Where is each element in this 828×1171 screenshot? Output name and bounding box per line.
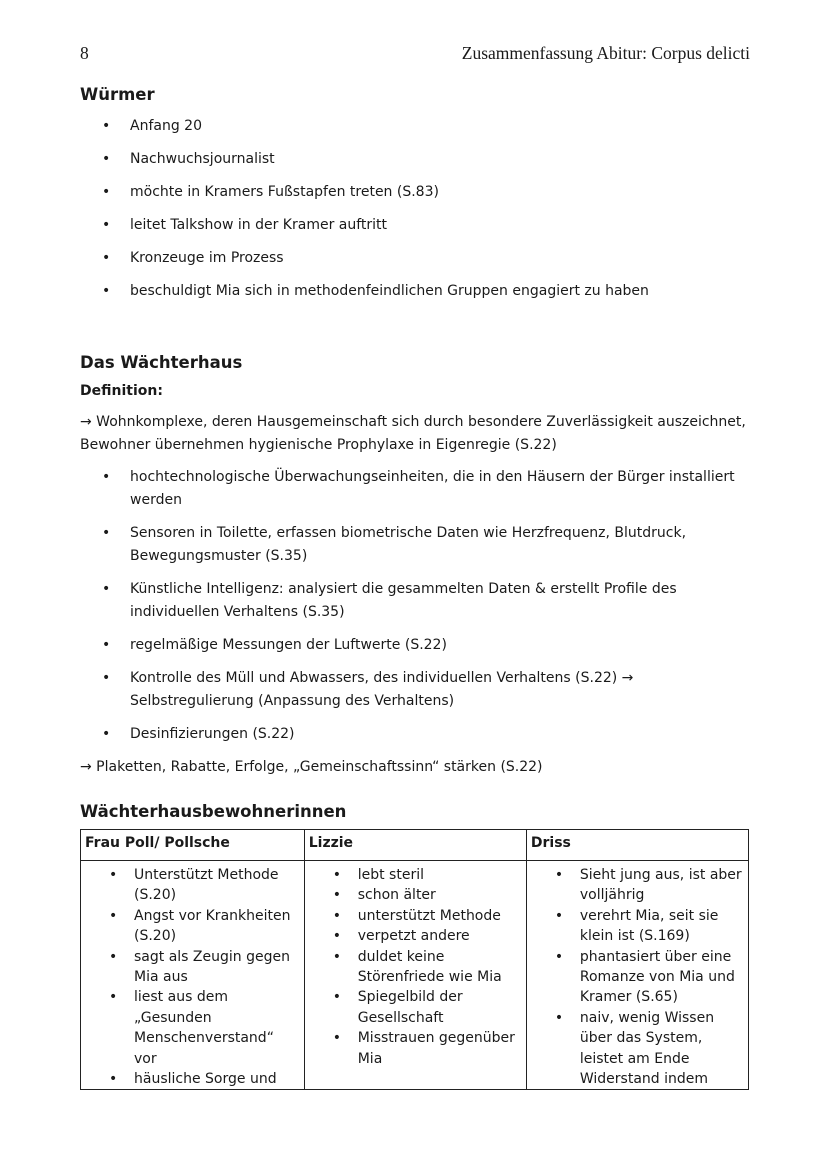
section-heading-waechterhaus: Das Wächterhaus <box>80 353 243 372</box>
section-heading-bewohner: Wächterhausbewohnerinnen <box>80 802 347 821</box>
table-cell <box>81 861 305 1090</box>
waechterhaus-list <box>80 466 750 746</box>
column-header: Lizzie <box>304 830 526 861</box>
cell-list <box>533 865 744 1089</box>
table-cell <box>304 861 526 1090</box>
bewohner-table <box>80 829 749 1090</box>
list-item: • Misstrauen gegenüber Mia <box>311 1028 522 1069</box>
list-item: • verehrt Mia, seit sie klein ist (S.169) <box>533 906 744 947</box>
list-item: • verpetzt andere <box>311 926 522 946</box>
list-item: • Künstliche Intelligenz: analysiert die gesammelten Daten & erstellt Profile des individuellen Verhaltens (S.35) <box>80 578 750 624</box>
list-item: • naiv, wenig Wissen über das System, leistet am Ende Widerstand indem <box>533 1008 744 1090</box>
list-item: • regelmäßige Messungen der Luftwerte (S.22) <box>80 634 750 657</box>
cell-list <box>311 865 522 1069</box>
list-item: • beschuldigt Mia sich in methodenfeindlichen Gruppen engagiert zu haben <box>80 280 750 303</box>
list-item: • leitet Talkshow in der Kramer auftritt <box>80 214 750 237</box>
list-item: • duldet keine Störenfriede wie Mia <box>311 947 522 988</box>
list-item: • Kronzeuge im Prozess <box>80 247 750 270</box>
list-item: • sagt als Zeugin gegen Mia aus <box>87 947 300 988</box>
list-item: • Sieht jung aus, ist aber volljährig <box>533 865 744 906</box>
list-item: • Sensoren in Toilette, erfassen biometrische Daten wie Herzfrequenz, Blutdruck, Bewegungsmuster (S.35) <box>80 522 750 568</box>
list-item: • Desinfizierungen (S.22) <box>80 723 750 746</box>
definition-text: → Wohnkomplexe, deren Hausgemeinschaft sich durch besondere Zuverlässigkeit auszeichnet, Bewohner übernehmen hygienische Prophylaxe in Eigenregie (S.22) <box>80 414 746 453</box>
list-item: • schon älter <box>311 885 522 905</box>
cell-list <box>87 865 300 1089</box>
list-item: • Angst vor Krankheiten (S.20) <box>87 906 300 947</box>
list-item: • unterstützt Methode <box>311 906 522 926</box>
table-cell <box>526 861 748 1090</box>
list-item: • Unterstützt Methode (S.20) <box>87 865 300 906</box>
list-item: • Anfang 20 <box>80 115 750 138</box>
wuermer-list <box>80 115 750 303</box>
table-header-row <box>81 830 749 861</box>
document-title: Zusammenfassung Abitur: Corpus delicti <box>461 43 750 63</box>
definition-label: Definition: <box>80 383 163 399</box>
list-item: • Spiegelbild der Gesellschaft <box>311 987 522 1028</box>
list-item: • lebt steril <box>311 865 522 885</box>
list-item: • phantasiert über eine Romanze von Mia und Kramer (S.65) <box>533 947 744 1008</box>
list-item: • liest aus dem „Gesunden Menschenverstand“ vor <box>87 987 300 1069</box>
table-row <box>81 861 749 1090</box>
section-heading-wuermer: Würmer <box>80 85 155 104</box>
page-content <box>80 84 750 1090</box>
list-item: • häusliche Sorge und <box>87 1069 300 1089</box>
list-item: • Kontrolle des Müll und Abwassers, des individuellen Verhaltens (S.22) → Selbstregulierung (Anpassung des Verhaltens) <box>80 667 750 713</box>
page-number: 8 <box>80 43 89 63</box>
list-item: • Nachwuchsjournalist <box>80 148 750 171</box>
column-header: Driss <box>526 830 748 861</box>
column-header: Frau Poll/ Pollsche <box>81 830 305 861</box>
list-item: • möchte in Kramers Fußstapfen treten (S.83) <box>80 181 750 204</box>
closing-text: → Plaketten, Rabatte, Erfolge, „Gemeinschaftssinn“ stärken (S.22) <box>80 759 543 775</box>
list-item: • hochtechnologische Überwachungseinheiten, die in den Häusern der Bürger installiert werden <box>80 466 750 512</box>
